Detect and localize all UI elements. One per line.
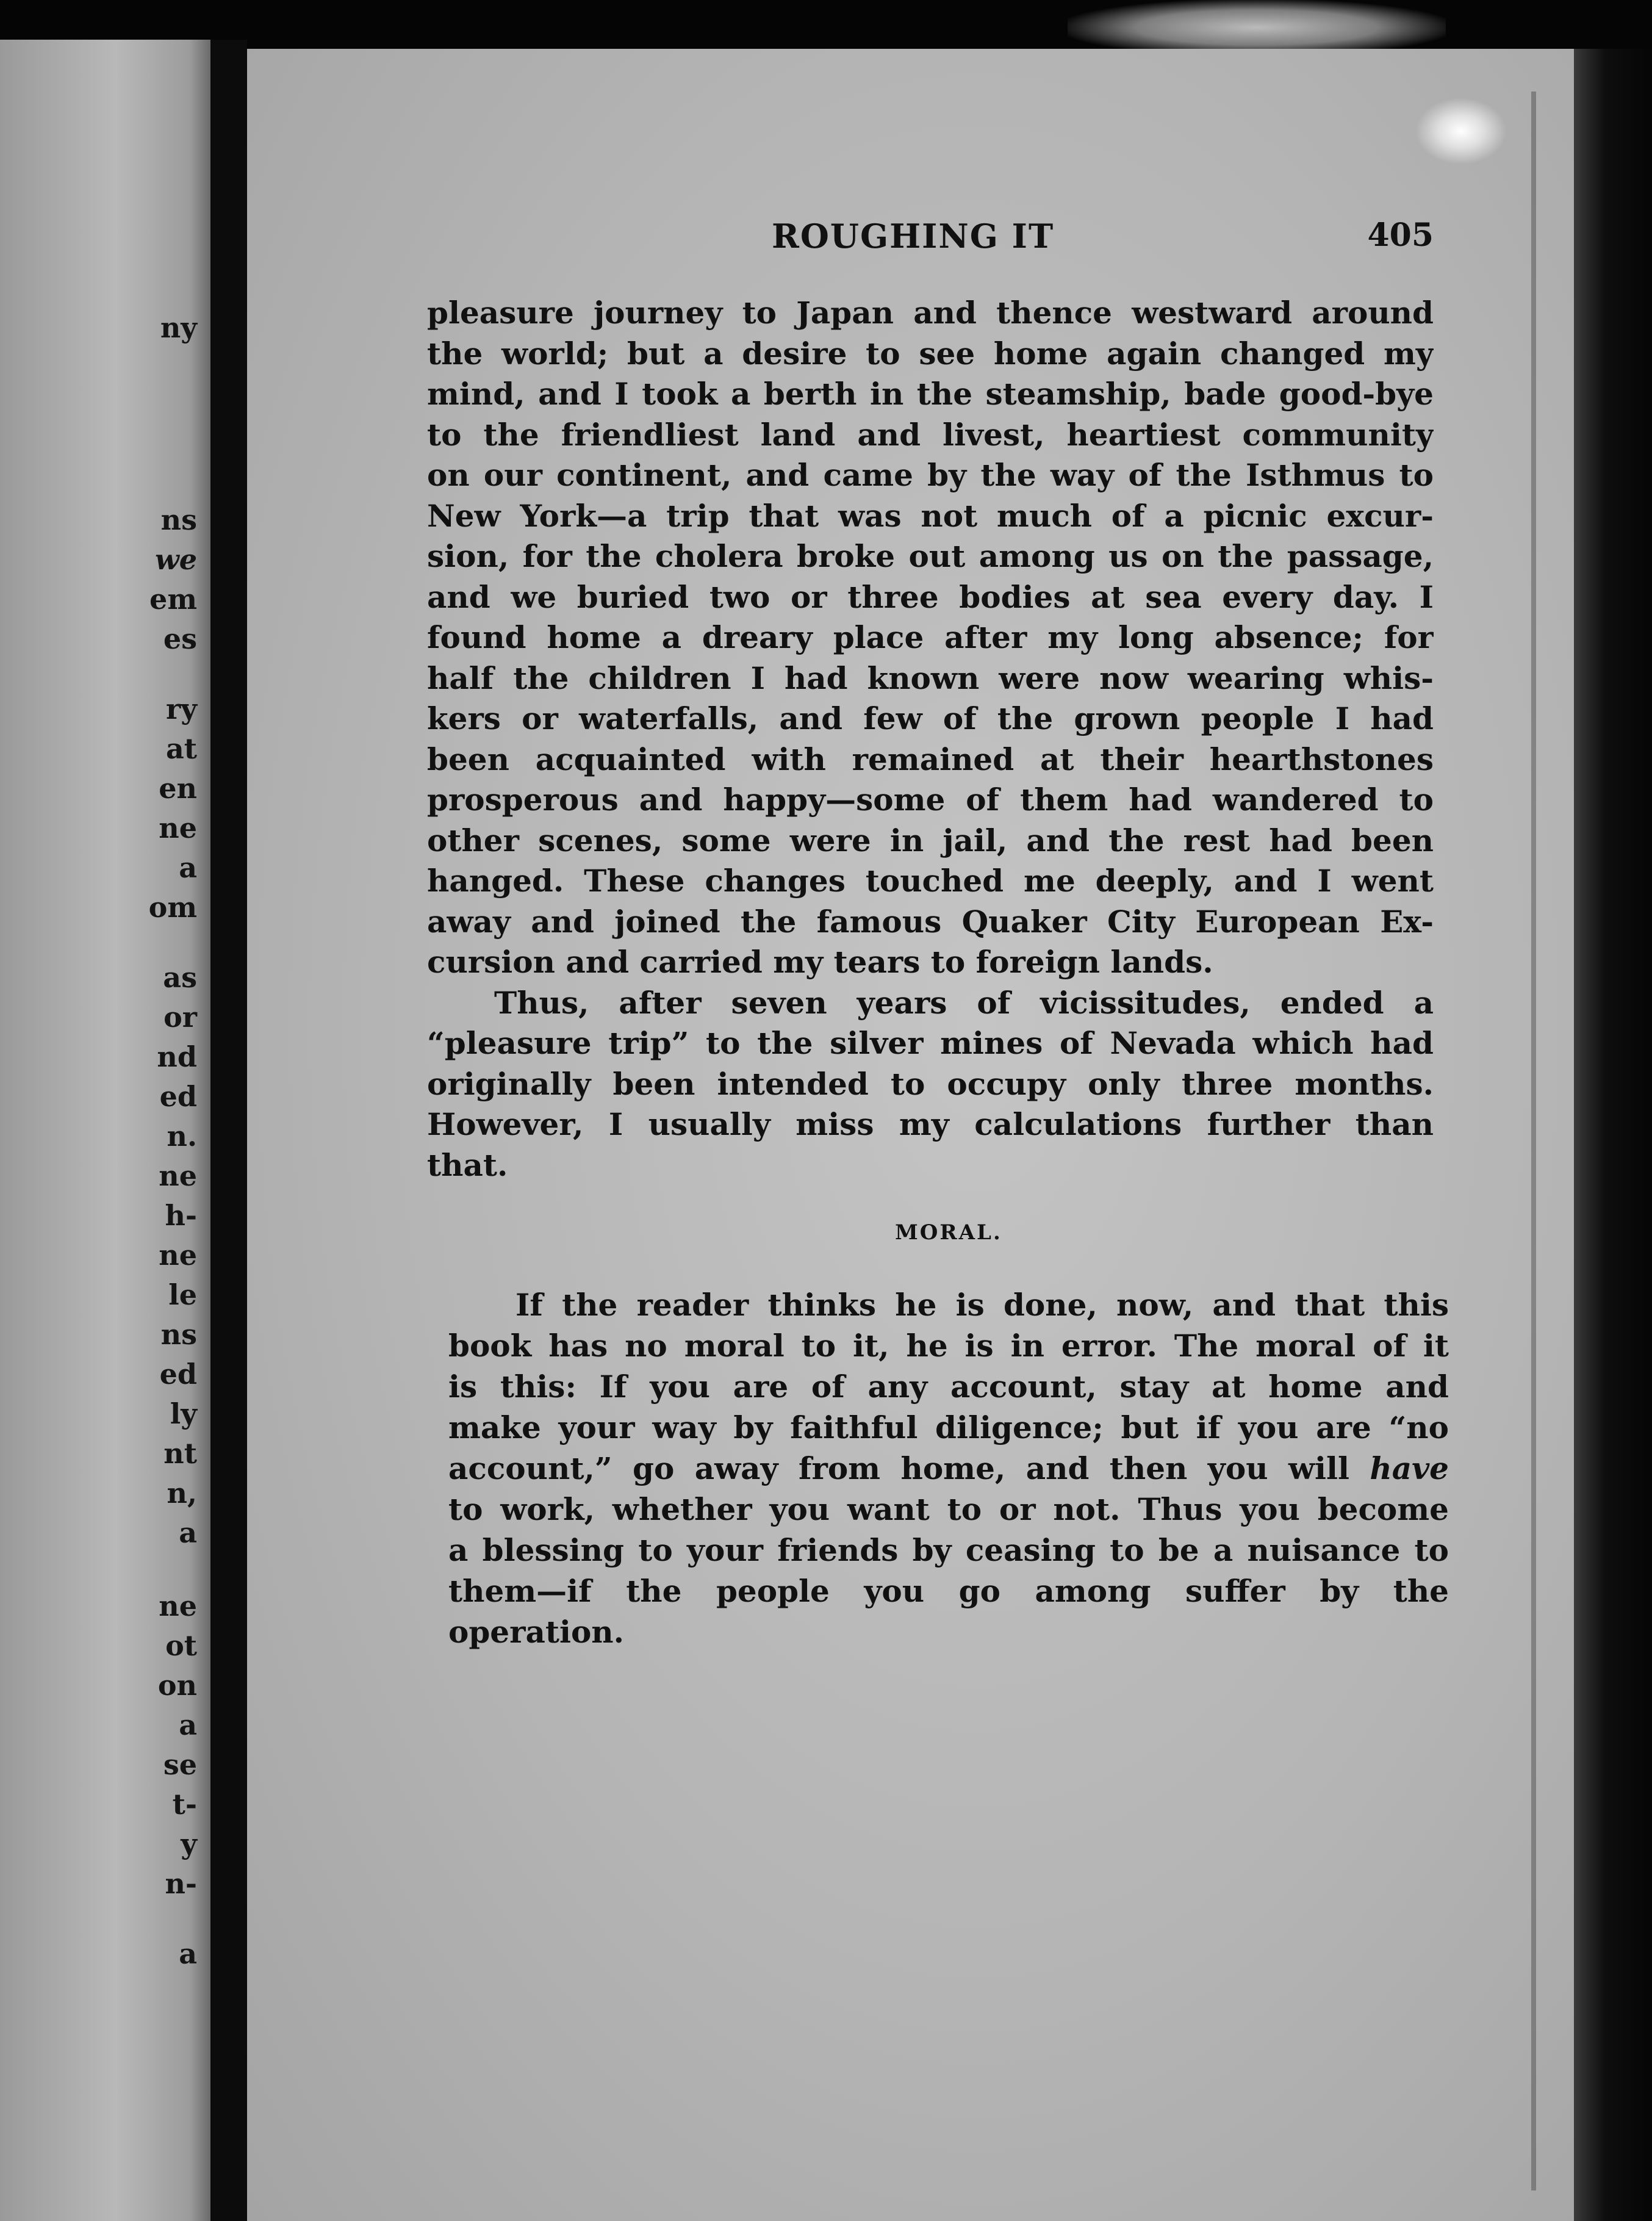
facing-page-fragment-text: es — [163, 622, 197, 655]
facing-page-fragment-text: ed — [159, 1080, 197, 1113]
text-line: the world; but a desire to see home again changed my — [427, 335, 1434, 372]
facing-page-fragment-text: nt — [163, 1437, 197, 1470]
text-line: on our continent, and came by the way of the Isthmus to — [427, 457, 1434, 493]
body-text — [427, 293, 1434, 1186]
text-segment: account,” go away from home, and then you will — [448, 1450, 1370, 1486]
text-line: cursion and carried my tears to foreign lands. — [427, 944, 1213, 980]
text-line: to work, whether you want to or not. Thus you become — [448, 1491, 1449, 1527]
text-line: half the children I had known were now wearing whis- — [427, 660, 1434, 696]
page-edge-shadow — [1574, 49, 1652, 2221]
page-fold-line — [1531, 92, 1536, 2190]
text-line: them—if the people you go among suffer by the — [448, 1573, 1449, 1609]
text-line: mind, and I took a berth in the steamship, bade good-bye — [427, 376, 1434, 412]
text-line: away and joined the famous Quaker City European Ex- — [427, 903, 1434, 940]
text-line: “pleasure trip” to the silver mines of Nevada which had — [427, 1025, 1434, 1061]
section-heading: MORAL. — [895, 1220, 1002, 1245]
text-line: kers or waterfalls, and few of the grown people I had — [427, 700, 1434, 736]
facing-page-fragment-text: a — [179, 851, 197, 884]
text-line: New York—a trip that was not much of a picnic excur- — [427, 497, 1434, 534]
facing-page-fragment-text: ns — [160, 1318, 197, 1351]
text-line: that. — [427, 1146, 508, 1183]
facing-page-fragment-text: ly — [170, 1397, 197, 1430]
text-line: and we buried two or three bodies at sea every day. I — [427, 578, 1434, 615]
page-header — [427, 217, 1434, 272]
facing-page-fragment-text: ns — [160, 503, 197, 536]
facing-page-fragment-text: y — [181, 1827, 197, 1860]
scan-smudge — [1068, 0, 1446, 55]
text-line: However, I usually miss my calculations further than — [427, 1106, 1434, 1142]
facing-page-fragment-text: a — [179, 1708, 197, 1741]
facing-page-fragment-text: as — [163, 961, 197, 994]
running-head: ROUGHING IT — [772, 217, 1055, 256]
facing-page-fragment-text: ed — [159, 1358, 197, 1391]
facing-page-fragment-text: on — [157, 1669, 197, 1702]
text-line — [448, 1448, 1449, 1489]
text-line: hanged. These changes touched me deeply, and I went — [427, 863, 1434, 899]
facing-page-fragment-text: h- — [165, 1199, 197, 1232]
text-line: If the reader thinks he is done, now, and that this — [515, 1287, 1449, 1323]
text-line: make your way by faithful diligence; but if you are “no — [448, 1409, 1449, 1445]
facing-page-fragment-text: n- — [165, 1867, 197, 1900]
facing-page-fragment-text: ne — [159, 1239, 197, 1272]
facing-page-fragment-text: ot — [165, 1629, 197, 1662]
text-line: to the friendliest land and livest, heartiest community — [427, 416, 1434, 453]
text-line: been acquainted with remained at their hearthstones — [427, 741, 1434, 777]
facing-page-fragment-text: a — [179, 1516, 197, 1549]
facing-page-fragment-text: se — [163, 1748, 197, 1781]
text-line: a blessing to your friends by ceasing to be a nuisance to — [448, 1532, 1449, 1568]
facing-page-fragment-text: ne — [159, 1589, 197, 1622]
text-line: other scenes, some were in jail, and the rest had been — [427, 822, 1434, 859]
text-line: book has no moral to it, he is in error. The moral of it — [448, 1328, 1449, 1364]
text-line: sion, for the cholera broke out among us on the passage, — [427, 538, 1434, 574]
text-line: prosperous and happy—some of them had wandered to — [427, 782, 1434, 818]
facing-page-fragment-text: om — [148, 891, 197, 924]
facing-page-fragment-text: le — [168, 1278, 197, 1311]
paragraph-2 — [427, 983, 1434, 1186]
facing-page-fragment-text: en — [159, 772, 197, 805]
moral-paragraph — [448, 1284, 1449, 1652]
facing-page-fragment-text: ry — [166, 693, 197, 725]
text-line: found home a dreary place after my long absence; for — [427, 619, 1434, 655]
facing-page-fragment-text: n. — [167, 1120, 197, 1153]
facing-page-fragment-text: nd — [157, 1040, 197, 1073]
facing-page-fragment-text: em — [149, 583, 197, 616]
facing-page-fragment-text: t- — [172, 1788, 197, 1821]
text-line: Thus, after seven years of vicissitudes, ended a — [494, 984, 1434, 1021]
facing-page-fragment-text: at — [165, 732, 197, 765]
facing-page-fragment-text: ny — [160, 311, 197, 344]
text-line: is this: If you are of any account, stay at home and — [448, 1369, 1449, 1405]
emphasis: have — [1370, 1450, 1449, 1486]
facing-page-fragment — [0, 40, 210, 2221]
text-line: operation. — [448, 1614, 625, 1650]
page-number: 405 — [1367, 217, 1434, 254]
facing-page-fragment-text: ne — [159, 1159, 197, 1192]
text-line: pleasure journey to Japan and thence westward around — [427, 295, 1434, 331]
facing-page-fragment-text: or — [163, 1001, 197, 1034]
facing-page-fragment-text: n, — [167, 1477, 197, 1510]
gutter-shadow — [210, 40, 247, 2221]
facing-page-fragment-text: ne — [159, 812, 197, 844]
text-line: originally been intended to occupy only three months. — [427, 1065, 1434, 1102]
light-glare — [1415, 98, 1507, 165]
facing-page-fragment-text: a — [179, 1937, 197, 1970]
paragraph-1 — [427, 293, 1434, 983]
facing-page-fragment-text: we — [155, 543, 197, 576]
